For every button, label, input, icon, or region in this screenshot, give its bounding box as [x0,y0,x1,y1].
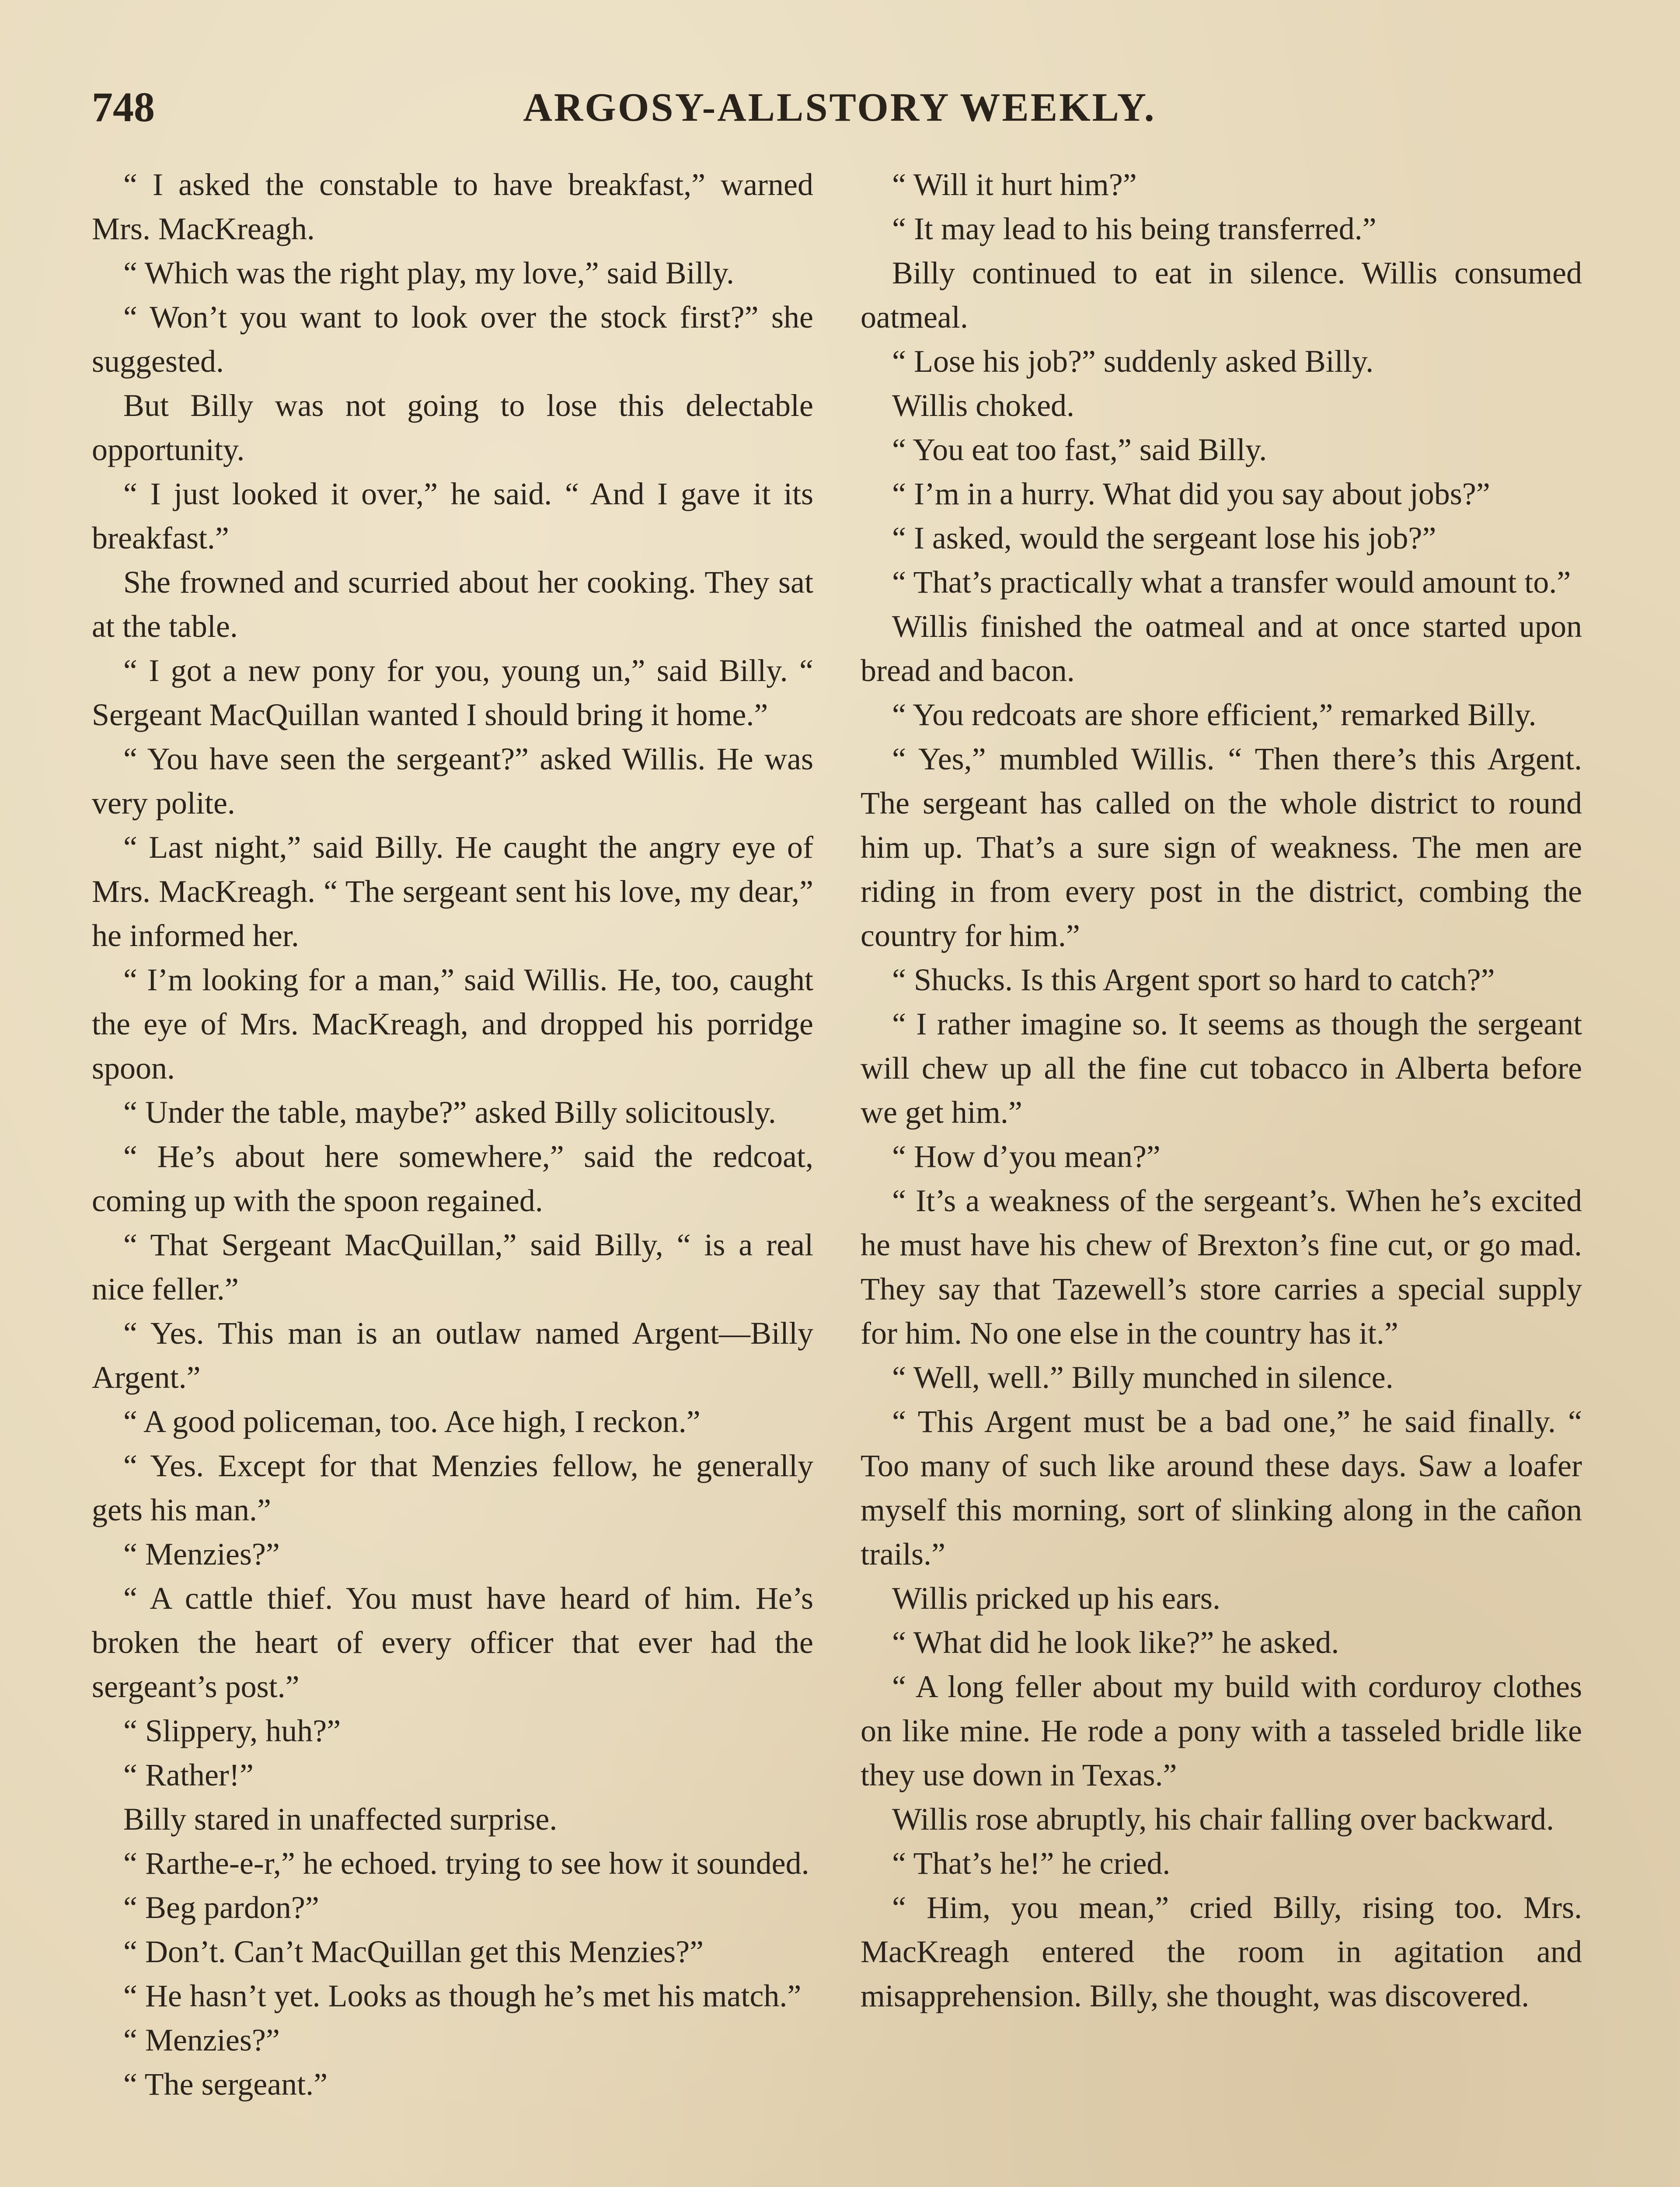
running-title: ARGOSY-ALLSTORY WEEKLY. [523,85,1156,129]
paragraph: “ Last night,” said Billy. He caught the angry eye of Mrs. MacKreagh. “ The sergeant sent his love, my dear,” he informed her. [92,830,813,953]
paragraph: “ You eat too fast,” said Billy. [892,432,1267,467]
paragraph: “ That Sergeant MacQuillan,” said Billy, “ is a real nice feller.” [92,1227,813,1307]
paragraph: “ A good policeman, too. Ace high, I reckon.” [123,1404,701,1439]
paragraph: “ What did he look like?” he asked. [892,1625,1339,1660]
paragraph: “ I asked the constable to have breakfast,” warned Mrs. MacKreagh. [92,167,813,246]
paragraph: “ Under the table, maybe?” asked Billy solicitously. [123,1095,776,1130]
paragraph: “ Shucks. Is this Argent sport so hard to catch?” [892,962,1495,997]
paragraph: Willis finished the oatmeal and at once started upon bread and bacon. [861,609,1582,688]
paragraph: Willis choked. [892,388,1075,423]
paragraph: “ It may lead to his being transferred.” [892,211,1377,246]
paragraph: “ Lose his job?” suddenly asked Billy. [892,344,1374,379]
paragraph: “ How d’you mean?” [892,1139,1161,1174]
paragraph: “ Yes,” mumbled Willis. “ Then there’s this Argent. The sergeant has called on the whole district to round him up. That’s a sure sign of weakness. The men are riding in from every post in the district, combing the country for him.” [861,741,1582,953]
paragraph: “ I’m in a hurry. What did you say about jobs?” [892,476,1490,511]
paragraph: Billy continued to eat in silence. Willis consumed oatmeal. [861,255,1582,335]
paragraph: “ Beg pardon?” [123,1890,319,1925]
paragraph: “ A cattle thief. You must have heard of him. He’s broken the heart of every officer that ever had the sergeant’s post.” [92,1581,813,1704]
paragraph: “ A long feller about my build with corduroy clothes on like mine. He rode a pony with a tasseled bridle like they use down in Texas.” [861,1669,1582,1792]
paragraph: “ Will it hurt him?” [892,167,1137,202]
paragraph: “ Yes. Except for that Menzies fellow, he generally gets his man.” [92,1448,813,1527]
paragraph: “ The sergeant.” [123,2067,328,2102]
paragraph: “ Well, well.” Billy munched in silence. [892,1360,1394,1395]
paragraph: “ You redcoats are shore efficient,” remarked Billy. [892,697,1537,732]
paragraph: “ He hasn’t yet. Looks as though he’s met his match.” [123,1978,802,2013]
paragraph: “ Slippery, huh?” [123,1713,341,1748]
paragraph: “ I asked, would the sergeant lose his job?” [892,521,1436,555]
paragraph: “ Him, you mean,” cried Billy, rising too. Mrs. MacKreagh entered the room in agitation and misapprehension. Billy, she thought, was discovered. [861,1890,1582,2013]
paragraph: Willis rose abruptly, his chair falling over backward. [892,1802,1554,1837]
page-number: 748 [92,84,155,130]
paragraph: “ I rather imagine so. It seems as though the sergeant will chew up all the fine cut tobacco in Alberta before we get him.” [861,1006,1582,1130]
paragraph: “ You have seen the sergeant?” asked Willis. He was very polite. [92,741,813,821]
paragraph: “ That’s practically what a transfer would amount to.” [892,565,1571,600]
paragraph: She frowned and scurried about her cooking. They sat at the table. [92,565,813,644]
page-header [92,83,1587,140]
right-text-column [861,163,1582,2018]
paragraph: “ That’s he!” he cried. [892,1846,1171,1881]
paragraph: “ I’m looking for a man,” said Willis. He, too, caught the eye of Mrs. MacKreagh, and dropped his porridge spoon. [92,962,813,1086]
paragraph: “ Menzies?” [123,2023,280,2058]
paragraph: Billy stared in unaffected surprise. [123,1802,558,1837]
paragraph: “ Rarthe-e-r,” he echoed. trying to see how it sounded. [123,1846,809,1881]
paragraph: “ Rather!” [123,1757,254,1792]
paragraph: But Billy was not going to lose this delectable opportunity. [92,388,813,467]
paragraph: “ I got a new pony for you, young un,” said Billy. “ Sergeant MacQuillan wanted I should bring it home.” [92,653,813,732]
left-text-column [92,163,813,2107]
paragraph: “ It’s a weakness of the sergeant’s. When he’s excited he must have his chew of Brexton’s fine cut, or go mad. They say that Tazewell’s store carries a special supply for him. No one else in the country has it.” [861,1183,1582,1351]
paragraph: “ Menzies?” [123,1537,280,1572]
paragraph: “ Yes. This man is an outlaw named Argent—Billy Argent.” [92,1316,813,1395]
paragraph: “ Don’t. Can’t MacQuillan get this Menzies?” [123,1934,704,1969]
paragraph: “ Won’t you want to look over the stock first?” she suggested. [92,300,813,379]
paragraph: “ I just looked it over,” he said. “ And I gave it its breakfast.” [92,476,813,555]
paragraph: Willis pricked up his ears. [892,1581,1220,1616]
paragraph: “ He’s about here somewhere,” said the redcoat, coming up with the spoon regained. [92,1139,813,1218]
paragraph: “ This Argent must be a bad one,” he said finally. “ Too many of such like around these days. Saw a loafer myself this morning, sort of slinking along in the cañon trails.” [861,1404,1582,1572]
paragraph: “ Which was the right play, my love,” said Billy. [123,255,735,290]
